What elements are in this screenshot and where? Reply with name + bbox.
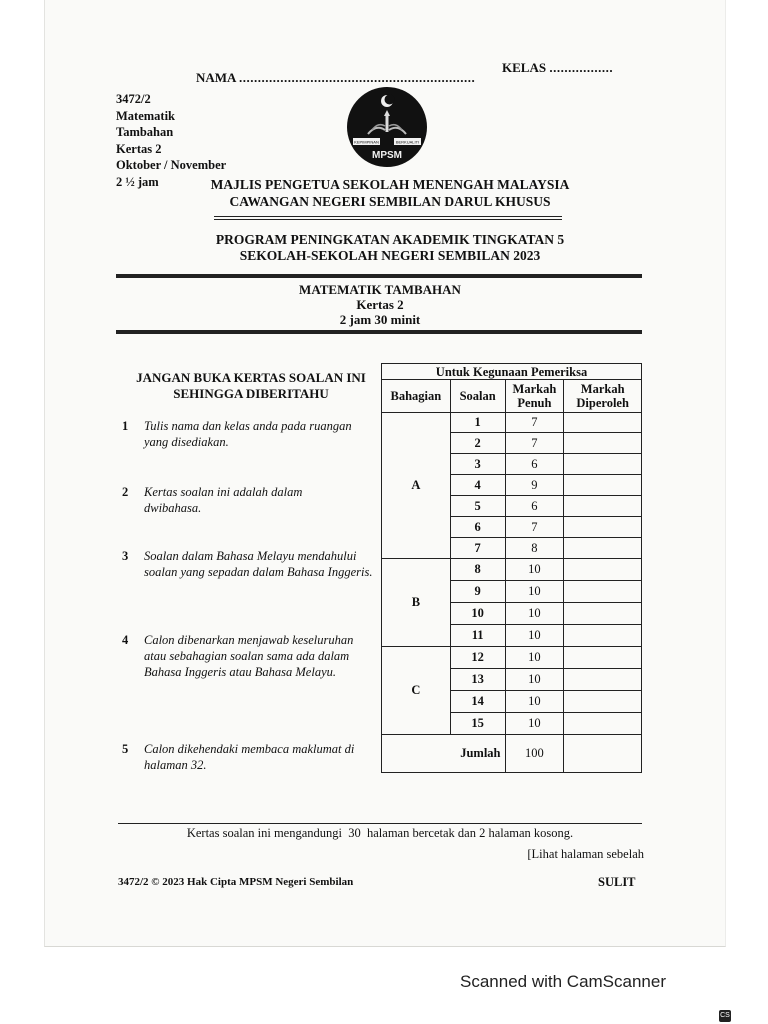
organisation-line-1: MAJLIS PENGETUA SEKOLAH MENENGAH MALAYSIA [210, 177, 570, 192]
instruction-text: Calon dikehendaki membaca maklumat di halaman 32. [144, 742, 355, 772]
col-header-soalan: Soalan [450, 380, 505, 413]
organisation-heading [180, 176, 600, 210]
question-number: 8 [450, 559, 505, 581]
full-marks: 7 [505, 433, 564, 454]
question-number: 12 [450, 647, 505, 669]
instruction-number: 1 [122, 419, 129, 433]
question-number: 5 [450, 496, 505, 517]
exam-duration: 2 ½ jam [116, 174, 159, 189]
marks-obtained-cell[interactable] [564, 413, 642, 433]
col-header-markah-diperoleh: Markah Diperoleh [564, 380, 642, 413]
instruction-item [122, 632, 378, 680]
paper-number: Kertas 2 [116, 141, 162, 156]
question-number: 3 [450, 454, 505, 475]
instructions-heading-line-2: SEHINGGA DIBERITAHU [173, 386, 329, 401]
divider [214, 219, 562, 220]
exam-session: Oktober / November [116, 158, 227, 172]
full-marks: 10 [505, 625, 564, 647]
full-marks: 10 [505, 713, 564, 735]
full-marks: 9 [505, 475, 564, 496]
question-number: 13 [450, 669, 505, 691]
name-field [196, 70, 475, 86]
marks-obtained-cell[interactable] [564, 433, 642, 454]
full-marks: 7 [505, 413, 564, 433]
paper-code: 3472/2 [116, 92, 151, 106]
instruction-text: Tulis nama dan kelas anda pada ruangan yang disediakan. [144, 419, 352, 449]
next-page-note: [Lihat halaman sebelah [527, 847, 644, 861]
instruction-number: 5 [122, 742, 129, 756]
instruction-text: Kertas soalan ini adalah dalam dwibahasa. [144, 485, 303, 515]
full-marks: 6 [505, 496, 564, 517]
total-label: Jumlah [382, 735, 506, 773]
subject-line-1: Matematik [116, 108, 176, 123]
camscanner-watermark: Scanned with CamScanner [460, 972, 667, 991]
classification-label: SULIT [598, 875, 636, 889]
marks-obtained-cell[interactable] [564, 559, 642, 581]
instruction-number: 4 [122, 633, 129, 647]
full-marks: 10 [505, 647, 564, 669]
question-number: 7 [450, 538, 505, 559]
instruction-number: 2 [122, 485, 129, 499]
full-marks: 10 [505, 691, 564, 713]
col-header-bahagian: Bahagian [382, 380, 451, 413]
class-field [502, 60, 613, 76]
table-total-row [382, 735, 642, 773]
question-number: 6 [450, 517, 505, 538]
instruction-number: 3 [122, 549, 129, 563]
organisation-line-2: CAWANGAN NEGERI SEMBILAN DARUL KHUSUS [229, 194, 551, 209]
col-header-markah-penuh: Markah Penuh [505, 380, 564, 413]
name-label: NAMA [196, 70, 236, 85]
program-heading [180, 232, 600, 264]
total-marks-obtained-cell[interactable] [564, 735, 642, 773]
instruction-item [122, 741, 378, 773]
name-dots: ............................................................... [238, 70, 476, 85]
copyright-text: 3472/2 © 2023 Hak Cipta MPSM Negeri Sembilan [118, 876, 354, 888]
divider [214, 216, 562, 217]
marks-obtained-cell[interactable] [564, 603, 642, 625]
program-line-2: SEKOLAH-SEKOLAH NEGERI SEMBILAN 2023 [239, 248, 541, 263]
logo-right-banner: BERKUALITI [395, 139, 420, 145]
full-marks: 6 [505, 454, 564, 475]
program-line-1: PROGRAM PENINGKATAN AKADEMIK TINGKATAN 5 [215, 232, 565, 247]
instruction-item [122, 548, 378, 580]
marks-obtained-cell[interactable] [564, 581, 642, 603]
examiner-table [381, 363, 642, 773]
question-number: 15 [450, 713, 505, 735]
marks-obtained-cell[interactable] [564, 496, 642, 517]
class-label: KELAS [502, 60, 547, 75]
question-number: 14 [450, 691, 505, 713]
question-number: 1 [450, 413, 505, 433]
full-marks: 10 [505, 669, 564, 691]
subject-line-2: Tambahan [116, 125, 174, 139]
marks-obtained-cell[interactable] [564, 517, 642, 538]
full-marks: 7 [505, 517, 564, 538]
full-marks: 10 [505, 603, 564, 625]
table-row [382, 559, 642, 581]
instruction-text: Calon dibenarkan menjawab keseluruhan atau sebahagian soalan sama ada dalam Bahasa Inggeris atau Bahasa Melayu. [144, 633, 354, 679]
question-number: 2 [450, 433, 505, 454]
logo-left-banner: KEPIMPINAN [354, 139, 379, 145]
mpsm-logo [346, 86, 428, 168]
instructions-heading-line-1: JANGAN BUKA KERTAS SOALAN INI [136, 370, 366, 385]
camscanner-icon: CS [719, 1010, 731, 1022]
marks-obtained-cell[interactable] [564, 713, 642, 735]
logo-text: MPSM [372, 150, 402, 161]
section-label: A [382, 413, 451, 559]
marks-obtained-cell[interactable] [564, 625, 642, 647]
subject-title: MATEMATIK TAMBAHAN [299, 282, 461, 297]
question-number: 10 [450, 603, 505, 625]
section-label: C [382, 647, 451, 735]
full-marks: 10 [505, 581, 564, 603]
page-count-note: Kertas soalan ini mengandungi 30 halaman bercetak dan 2 halaman kosong. [186, 826, 574, 840]
subject-block [180, 282, 580, 327]
marks-obtained-cell[interactable] [564, 454, 642, 475]
divider [116, 330, 642, 334]
marks-obtained-cell[interactable] [564, 538, 642, 559]
marks-obtained-cell[interactable] [564, 647, 642, 669]
question-number: 11 [450, 625, 505, 647]
subject-duration: 2 jam 30 minit [339, 312, 421, 327]
class-dots: ................. [549, 60, 614, 75]
question-number: 9 [450, 581, 505, 603]
marks-obtained-cell[interactable] [564, 691, 642, 713]
total-full-marks: 100 [505, 735, 564, 773]
instruction-item [122, 418, 378, 450]
section-label: B [382, 559, 451, 647]
instruction-text: Soalan dalam Bahasa Melayu mendahului soalan yang sepadan dalam Bahasa Inggeris. [144, 549, 373, 579]
instruction-item [122, 484, 378, 516]
table-title: Untuk Kegunaan Pemeriksa [382, 364, 642, 380]
table-row [382, 647, 642, 669]
instructions-heading [120, 370, 382, 402]
full-marks: 8 [505, 538, 564, 559]
marks-obtained-cell[interactable] [564, 475, 642, 496]
marks-obtained-cell[interactable] [564, 669, 642, 691]
question-number: 4 [450, 475, 505, 496]
full-marks: 10 [505, 559, 564, 581]
subject-paper: Kertas 2 [356, 297, 404, 312]
divider [118, 823, 642, 824]
divider [116, 274, 642, 278]
table-row [382, 413, 642, 433]
